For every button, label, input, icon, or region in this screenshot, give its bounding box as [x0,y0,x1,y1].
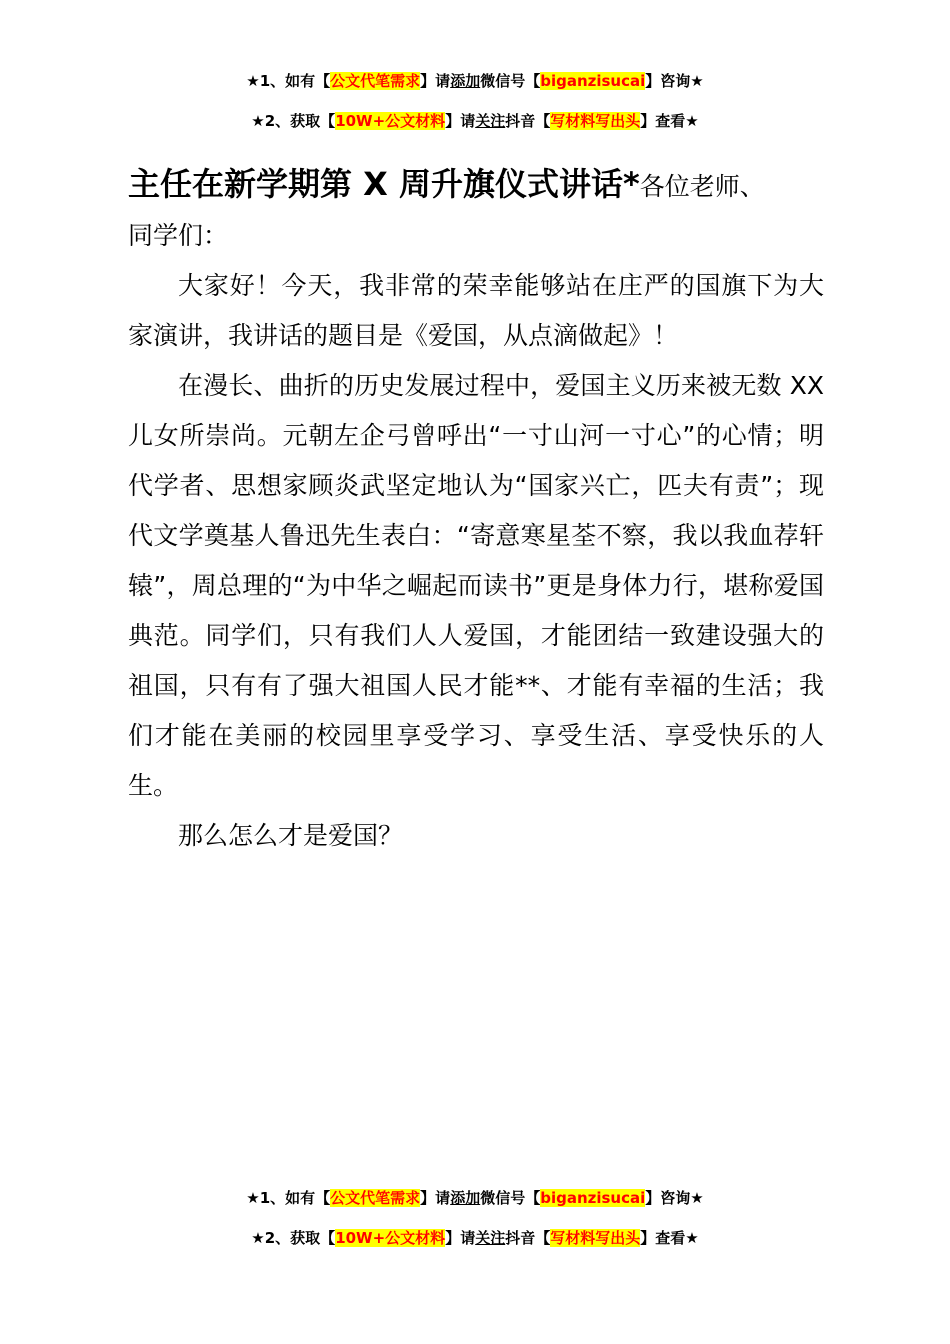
banner-highlight-douyin: 写材料写出头 [550,112,641,130]
banner-highlight-douyin: 写材料写出头 [550,1229,641,1247]
banner-highlight-wechat-id: biganzisucai [540,72,646,90]
banner-highlight-wechat-id: biganzisucai [540,1189,646,1207]
footer-banner [0,1185,950,1265]
banner-text: 】请 [420,72,451,90]
banner-prefix: ★1、如有【 [246,72,331,90]
banner-line-2 [0,108,950,134]
document-title: 主任在新学期第 X 周升旗仪式讲话* [128,165,640,203]
banner-suffix: 】查看★ [640,112,699,130]
banner-line-1 [0,1185,950,1211]
banner-prefix: ★2、获取【 [251,112,336,130]
greeting-end: 同学们： [128,221,229,250]
banner-emphasis: 关注 [475,112,506,130]
paragraph-question: 那么怎么才是爱国？ [178,821,404,850]
banner-text: 微信号【 [480,1189,541,1207]
paragraph-history: 在漫长、曲折的历史发展过程中，爱国主义历来被无数 XX 儿女所崇尚。元朝左企弓曾呼出“一寸山河一寸心”的心情；明代学者、思想家顾炎武坚定地认为“国家兴亡，匹夫有责”；现代文学奠基人鲁迅先生表白：“寄意寒星荃不察，我以我血荐轩辕”，周总理的“为中华之崛起而读书”更是身体力行，堪称爱国典范。同学们，只有我们人人爱国，才能团结一致建设强大的祖国，只有有了强大祖国人民才能**、才能有幸福的生活；我们才能在美丽的校园里享受学习、享受生活、享受快乐的人生。 [128,371,824,800]
banner-highlight-materials: 10W+公文材料 [335,1229,446,1247]
title-line [128,160,824,211]
banner-text: 】请 [445,1229,476,1247]
banner-text: 】请 [445,112,476,130]
banner-suffix: 】咨询★ [645,72,704,90]
banner-prefix: ★2、获取【 [251,1229,336,1247]
banner-highlight-service: 公文代笔需求 [330,1189,421,1207]
banner-line-1 [0,68,950,94]
banner-emphasis: 添加 [450,72,481,90]
banner-text: 抖音【 [505,1229,551,1247]
banner-highlight-materials: 10W+公文材料 [335,112,446,130]
banner-text: 抖音【 [505,112,551,130]
banner-suffix: 】咨询★ [645,1189,704,1207]
document-body [128,160,824,861]
greeting-start: 各位老师、 [639,172,765,201]
banner-prefix: ★1、如有【 [246,1189,331,1207]
banner-highlight-service: 公文代笔需求 [330,72,421,90]
banner-text: 】请 [420,1189,451,1207]
banner-emphasis: 关注 [475,1229,506,1247]
banner-emphasis: 添加 [450,1189,481,1207]
banner-line-2 [0,1225,950,1251]
banner-suffix: 】查看★ [640,1229,699,1247]
banner-text: 微信号【 [480,72,541,90]
header-banner [0,68,950,148]
paragraph-opening: 大家好！今天，我非常的荣幸能够站在庄严的国旗下为大家演讲，我讲话的题目是《爱国，从点滴做起》！ [128,271,824,350]
